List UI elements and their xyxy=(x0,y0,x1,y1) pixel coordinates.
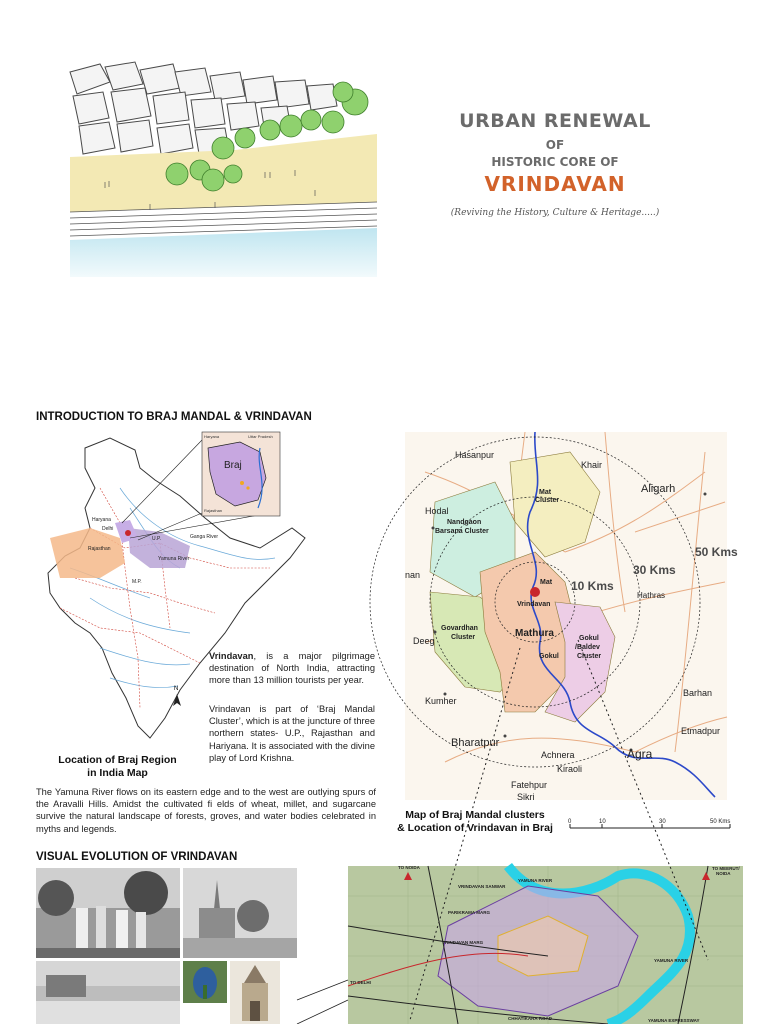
building-cluster xyxy=(70,62,337,154)
place-kumher: Kumher xyxy=(425,696,457,706)
title-urban-renewal: URBAN RENEWAL xyxy=(459,110,651,132)
river-water xyxy=(70,228,377,277)
place-fatehpur: Fatehpur xyxy=(511,780,548,790)
ring-10km: 10 Kms xyxy=(571,579,614,593)
photo-riverbank xyxy=(36,961,180,1024)
scale-bar xyxy=(560,816,735,846)
label-to-meerut-2: NOIDA xyxy=(716,871,731,876)
braj-caption-line1: Map of Braj Mandal clusters xyxy=(405,809,545,821)
photo-peacock xyxy=(183,961,227,1003)
place-agra: Agra xyxy=(627,747,653,761)
braj-inset xyxy=(202,432,280,516)
vrindavan-map xyxy=(348,866,743,1024)
label-chhatikara: CHHATIKARA ROAD xyxy=(508,1016,552,1021)
svg-text:N: N xyxy=(174,686,179,692)
scale-50: 50 Kms xyxy=(710,819,731,825)
label-vrindavan-marg: VRINDAVAN MARG xyxy=(442,940,484,945)
inset-haryana: Haryana xyxy=(204,434,220,439)
inset-rajasthan: Rajasthan xyxy=(204,508,223,513)
label-to-noida: TO NOIDA xyxy=(398,865,420,870)
ring-30km: 30 Kms xyxy=(633,563,676,577)
cluster-govardhan-2: Cluster xyxy=(451,634,476,641)
vrindavan-marker xyxy=(530,587,540,597)
scale-30: 30 xyxy=(659,819,666,825)
cluster-gokul-2: /Baldev xyxy=(575,644,600,651)
place-hodal: Hodal xyxy=(425,506,449,516)
photo-temple-tower xyxy=(230,961,280,1024)
cluster-govardhan-1: Govardhan xyxy=(441,625,478,632)
place-aligarh: Aligarh xyxy=(641,483,676,495)
label-expressway: YAMUNA EXPRESSWAY xyxy=(648,1018,700,1023)
label-to-delhi: TO DELHI xyxy=(350,980,371,985)
braj-map xyxy=(405,432,738,802)
place-deeg: Deeg xyxy=(413,636,435,646)
place-kiraoli: Kiraoli xyxy=(557,764,583,774)
place-nan: nan xyxy=(405,570,421,580)
title-of: OF xyxy=(545,138,565,152)
vrindavan-bold: Vrindavan xyxy=(209,651,254,661)
ring-50km: 50 Kms xyxy=(695,545,738,559)
inset-up: Uttar Pradesh xyxy=(248,434,273,439)
inset-braj-label: Braj xyxy=(224,460,242,471)
place-gokul: Gokul xyxy=(539,653,559,660)
place-sikri: Sikri xyxy=(517,792,535,802)
label-yamuna: Yamuna River xyxy=(158,556,190,562)
scale-10: 10 xyxy=(599,819,606,825)
label-haryana: Haryana xyxy=(92,517,111,523)
visual-heading: VISUAL EVOLUTION OF VRINDAVAN xyxy=(36,851,238,863)
label-parikrama: PARIKRAMA MARG xyxy=(448,910,490,915)
scale-0: 0 xyxy=(568,819,572,825)
para1-rest: , is a major pilgrimage destination of North India, attracting more than 13 million tourists per year. xyxy=(209,651,375,686)
label-delhi: Delhi xyxy=(102,526,114,532)
label-ganga: Ganga River xyxy=(190,534,219,540)
place-barhan: Barhan xyxy=(683,688,713,698)
place-bharatpur: Bharatpur xyxy=(451,737,500,749)
india-map-caption xyxy=(40,754,195,780)
place-mat: Mat xyxy=(540,579,553,586)
india-map xyxy=(30,428,315,748)
place-mathura: Mathura xyxy=(515,628,554,639)
braj-map-caption xyxy=(395,809,555,835)
india-caption-line1: Location of Braj Region xyxy=(58,754,177,766)
label-to-meerut-1: TO MEERUT/ xyxy=(712,866,740,871)
intro-paragraph-3: The Yamuna River flows on its eastern edge and to the west are outlying spurs of the Aravalli Hills. Amidst the cultivated fi elds of wheat, millet, and sugarcane survive the natural landscape of forests, groves, and water bodies celebrated in myths and legends. xyxy=(36,787,376,834)
label-up: U.P. xyxy=(152,536,162,542)
photo-temple-sketch xyxy=(183,868,297,958)
place-hathras: Hathras xyxy=(637,591,666,600)
label-mp: M.P. xyxy=(132,579,142,585)
place-etmadpur: Etmadpur xyxy=(681,726,721,736)
intro-paragraph-2: Vrindavan is part of ‘Braj Mandal Cluster’, which is at the juncture of three northern states- U.P., Rajasthan and Hariyana. It is associated with the divine play of Lord Krishna. xyxy=(209,704,375,763)
place-achnera: Achnera xyxy=(541,750,575,760)
intro-paragraph-1 xyxy=(209,650,375,687)
cluster-nandgaon-1: Nandgaon xyxy=(447,519,482,526)
place-vrindavan: Vrindavan xyxy=(517,601,551,608)
label-yamuna-2: YAMUNA RIVER xyxy=(654,958,689,963)
title-subtitle: (Reviving the History, Culture & Heritage.....) xyxy=(450,208,660,218)
cluster-mat-1: Mat xyxy=(539,489,552,496)
label-yamuna-1: YAMUNA RIVER xyxy=(518,878,553,883)
label-rajasthan: Rajasthan xyxy=(88,546,111,552)
cluster-gokul-1: Gokul xyxy=(579,635,599,642)
braj-caption-line2: & Location of Vrindavan in Braj xyxy=(397,822,553,834)
photo-krishna-painting xyxy=(36,868,180,958)
title-historic-core: HISTORIC CORE OF xyxy=(491,155,619,169)
place-hasanpur: Hasanpur xyxy=(455,450,495,460)
intro-heading: INTRODUCTION TO BRAJ MANDAL & VRINDAVAN xyxy=(36,411,312,423)
title-vrindavan: VRINDAVAN xyxy=(484,172,626,196)
braj-dot xyxy=(125,530,131,536)
cluster-nandgaon-2: Barsana Cluster xyxy=(435,528,489,535)
cluster-mat-2: Cluster xyxy=(535,497,560,504)
cover-illustration xyxy=(65,62,377,277)
label-vrindavan-sanwar: VRINDAVAN SANWAR xyxy=(458,884,506,889)
india-caption-line2: in India Map xyxy=(87,767,148,779)
cluster-gokul-3: Cluster xyxy=(577,653,602,660)
place-khair: Khair xyxy=(581,460,603,470)
